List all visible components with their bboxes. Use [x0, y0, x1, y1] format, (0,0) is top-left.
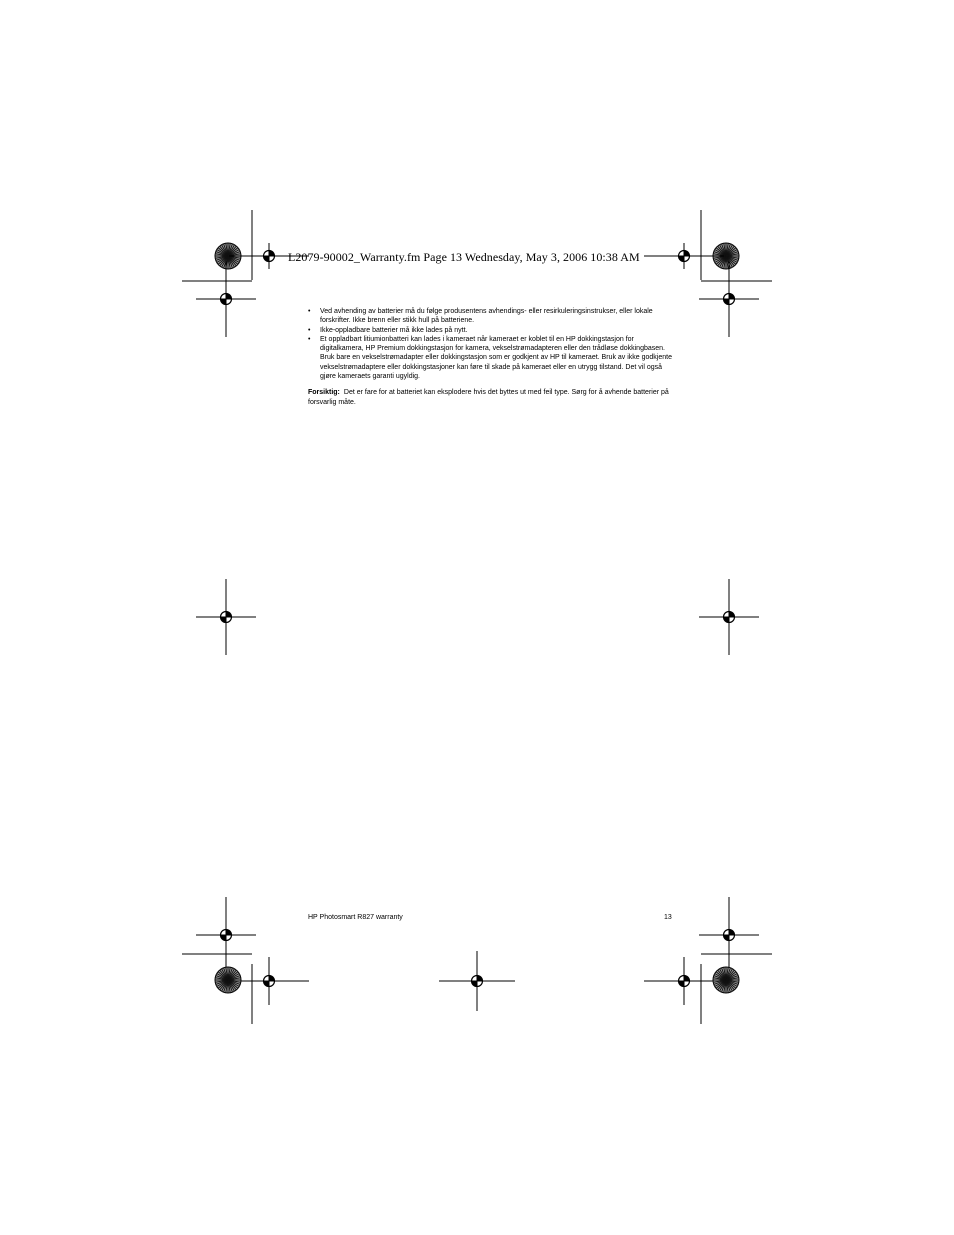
bullet-text: Et oppladbart litiumionbatteri kan lades i kameraet når kameraet er koblet til en HP dokkingstasjon for digitalkamera, HP Premium dokkingstasjon for kamera, vekselstrømadapteren eller den trådløse dokkingbasen. Bruk bare en vekselstrømadapter eller dokkingstasjon som er godkjent av HP til kameraet. Bruk av ikke godkjente vekselstrømadaptere eller dokkingstasjoner kan føre til skade på kameraet eller en utrygg tilstand. Det vil også gjøre kameraets garanti ugyldig. — [320, 335, 672, 381]
registration-quadrant — [264, 256, 270, 262]
list-item — [308, 335, 674, 381]
registration-quadrant — [679, 981, 685, 987]
registration-quadrant — [729, 612, 735, 618]
registration-quadrant — [221, 617, 227, 623]
registration-quadrant — [679, 256, 685, 262]
registration-quadrant — [226, 294, 232, 300]
registration-quadrant — [724, 617, 730, 623]
registration-quadrant — [226, 612, 232, 618]
list-item — [308, 326, 674, 335]
bullet-text: Ved avhending av batterier må du følge produsentens avhendings- eller resirkuleringsinstrukser, eller lokale forskrifter. Ikke brenn eller stikk hull på batteriene. — [320, 308, 653, 325]
registration-quadrant — [269, 976, 275, 982]
list-item — [308, 307, 674, 326]
registration-quadrant — [684, 251, 690, 257]
footer-page-number: 13 — [664, 914, 672, 921]
registration-quadrant — [729, 930, 735, 936]
color-starburst — [713, 967, 739, 993]
registration-quadrant — [724, 299, 730, 305]
print-header: L2079-90002_Warranty.fm Page 13 Wednesday, May 3, 2006 10:38 AM — [288, 250, 640, 264]
footer-title: HP Photosmart R827 warranty — [308, 914, 403, 921]
caution-label: Forsiktig: — [308, 389, 340, 397]
bullet-list — [308, 307, 674, 381]
color-starburst — [215, 967, 241, 993]
registration-quadrant — [729, 294, 735, 300]
registration-quadrant — [264, 981, 270, 987]
registration-quadrant — [221, 935, 227, 941]
caution-text: Det er fare for at batteriet kan eksplodere hvis det byttes ut med feil type. Sørg for å avhende batterier på forsvarlig måte. — [308, 389, 669, 406]
bullet-marker: • — [308, 308, 311, 315]
bullet-marker: • — [308, 335, 311, 343]
registration-quadrant — [269, 251, 275, 257]
bullet-text: Ikke-oppladbare batterier må ikke lades på nytt. — [320, 326, 468, 334]
bullet-marker: • — [308, 326, 311, 334]
caution-note — [308, 388, 674, 407]
registration-quadrant — [724, 935, 730, 941]
registration-quadrant — [226, 930, 232, 936]
body-content — [308, 307, 674, 414]
registration-quadrant — [477, 976, 483, 982]
registration-quadrant — [472, 981, 478, 987]
registration-quadrant — [221, 299, 227, 305]
registration-quadrant — [684, 976, 690, 982]
